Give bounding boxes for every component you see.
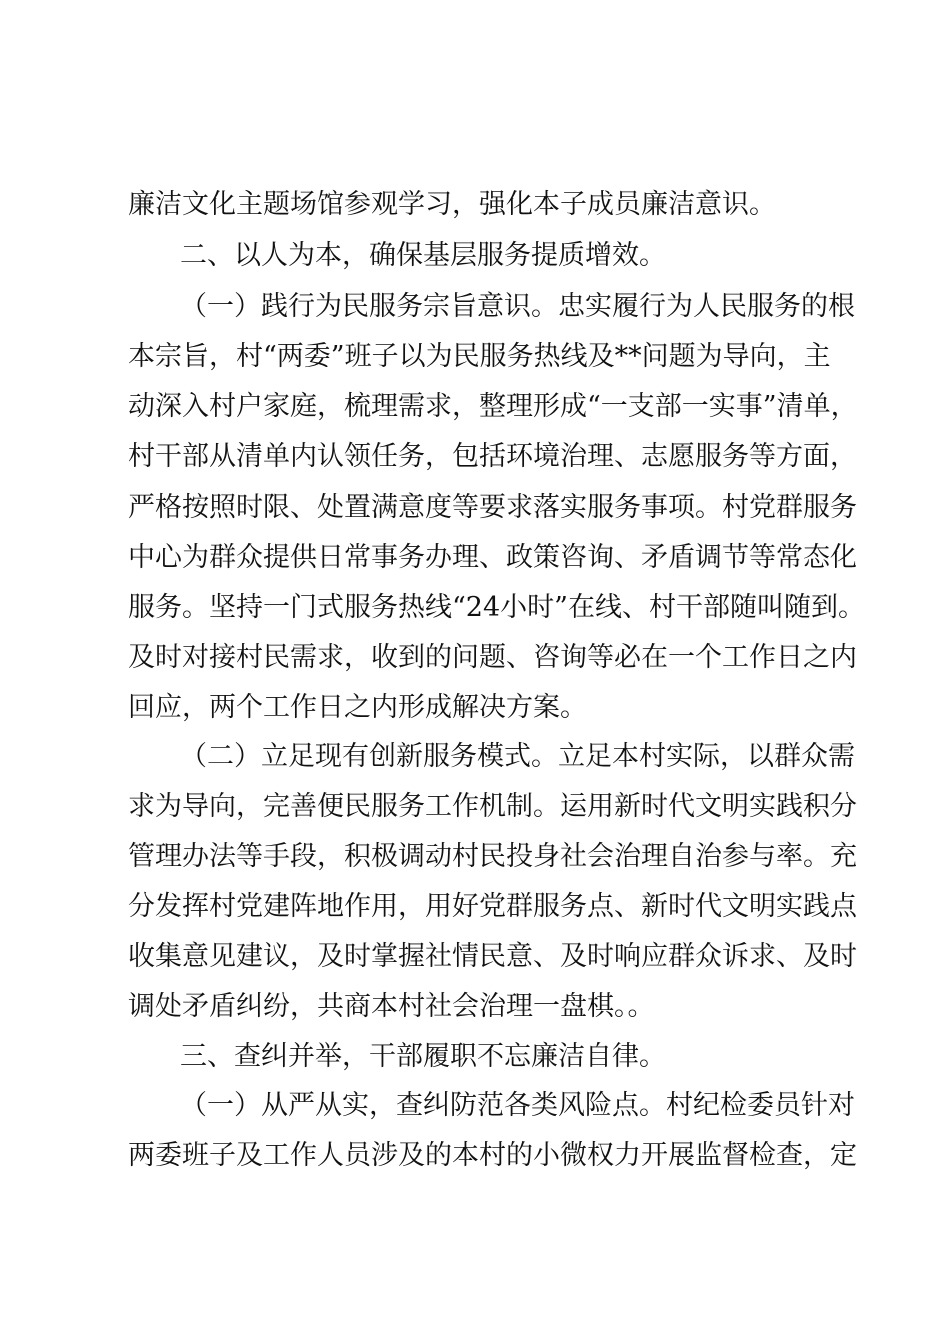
text-line: 调处矛盾纠纷，共商本村社会治理一盘棋。。 bbox=[128, 991, 655, 1022]
text-line: 本宗旨，村“两委”班子以为民服务热线及**问题为导向，主 bbox=[128, 341, 831, 372]
text-line: 动深入村户家庭，梳理需求，整理形成“一支部一实事”清单， bbox=[128, 391, 858, 422]
subsection-heading: （一）从严从实，查纠防范各类风险点。村纪检委员针对 bbox=[180, 1090, 855, 1121]
text-line: 廉洁文化主题场馆参观学习，强化本子成员廉洁意识。 bbox=[128, 189, 776, 220]
subsection-heading: （一）践行为民服务宗旨意识。忠实履行为人民服务的根 bbox=[180, 291, 855, 322]
text-line: 分发挥村党建阵地作用，用好党群服务点、新时代文明实践点 bbox=[128, 891, 857, 922]
text-line: 村干部从清单内认领任务，包括环境治理、志愿服务等方面， bbox=[128, 441, 857, 472]
text-line: 收集意见建议，及时掌握社情民意、及时响应群众诉求、及时 bbox=[128, 941, 857, 972]
text-line: 回应，两个工作日之内形成解决方案。 bbox=[128, 692, 587, 723]
text-line: 两委班子及工作人员涉及的本村的小微权力开展监督检查，定 bbox=[128, 1140, 857, 1171]
text-line: 及时对接村民需求，收到的问题、咨询等必在一个工作日之内 bbox=[128, 642, 857, 673]
section-heading: 二、以人为本，确保基层服务提质增效。 bbox=[180, 240, 666, 271]
text-line: 服务。坚持一门式服务热线“24小时”在线、村干部随叫随到。 bbox=[128, 592, 865, 623]
text-line: 中心为群众提供日常事务办理、政策咨询、矛盾调节等常态化 bbox=[128, 542, 857, 573]
subsection-heading: （二）立足现有创新服务模式。立足本村实际，以群众需 bbox=[180, 741, 855, 772]
text-line: 求为导向，完善便民服务工作机制。运用新时代文明实践积分 bbox=[128, 791, 857, 822]
text-line: 管理办法等手段，积极调动村民投身社会治理自治参与率。充 bbox=[128, 841, 857, 872]
section-heading: 三、查纠并举，干部履职不忘廉洁自律。 bbox=[180, 1041, 666, 1072]
text-line: 严格按照时限、处置满意度等要求落实服务事项。村党群服务 bbox=[128, 492, 857, 523]
